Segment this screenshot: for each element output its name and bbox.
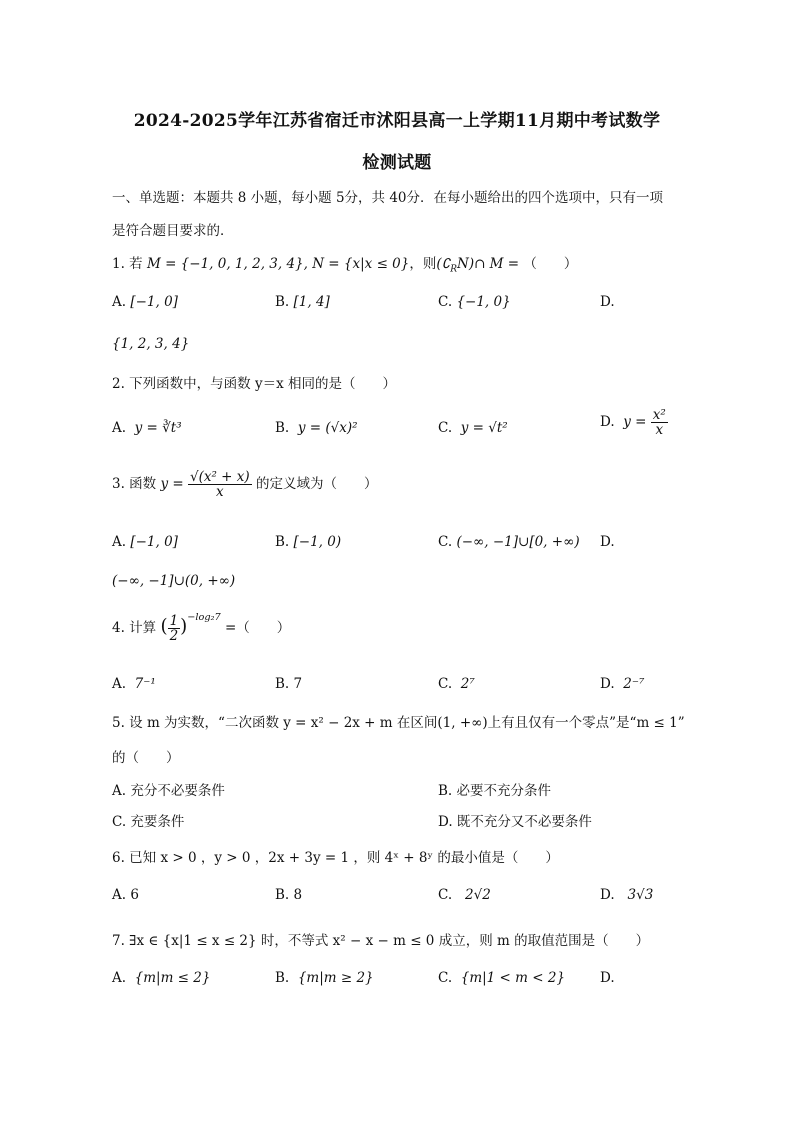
q3-fraction: $\frac{\text{√(x² + x)}}{x}$ <box>190 469 250 501</box>
question-7-stem: 7. ∃x ∈ {x|1 ≤ x ≤ 2} 时，不等式 x² − x − m ≤ 0 成立，则 m 的取值范围是（ ） <box>112 933 650 949</box>
q1-option-d-label: D. <box>600 294 615 310</box>
q1-option-a: A. [−1, 0] <box>112 294 178 310</box>
question-5-stem-line2: 的（ ） <box>112 750 180 766</box>
q3-option-a: A. [−1, 0] <box>112 534 178 550</box>
q1-number: 1. 若 <box>112 256 143 272</box>
q7-option-a: A. {m|m ≤ 2} <box>112 970 211 986</box>
q4-option-c: C. 2⁷ <box>438 676 475 692</box>
q2-option-d: D. y = $\frac{\text{x²}}{x}$ <box>600 407 666 439</box>
q2-d-fraction: $\frac{\text{x²}}{x}$ <box>652 407 666 439</box>
question-1-stem <box>112 252 577 275</box>
q1-option-b: B. [1, 4] <box>275 294 330 310</box>
q1-option-c: C. {−1, 0} <box>438 294 511 310</box>
q7-option-b: B. {m|m ≥ 2} <box>275 970 374 986</box>
q6-option-b: B. 8 <box>275 887 303 903</box>
q3-option-d-value: (−∞, −1]∪(0, +∞) <box>112 573 236 589</box>
q6-option-d: D. 3√3 <box>600 887 654 903</box>
q2-option-b: B. y = (√x)² <box>275 420 358 436</box>
q4-exponent: −log₂7 <box>187 611 221 623</box>
question-5-stem-line1: 5. 设 m 为实数，“二次函数 y = x² − 2x + m 在区间(1, +∞)上有且仅有一个零点”是“m ≤ 1” <box>112 715 685 731</box>
q2-option-c: C. y = √t² <box>438 420 508 436</box>
q2-option-a: A. y = ∛t³ <box>112 420 182 436</box>
section-instructions-line1: 一、单选题：本题共 8 小题，每小题 5分，共 40分．在每小题给出的四个选项中，只有一项 <box>112 190 664 206</box>
q4-option-d: D. 2⁻⁷ <box>600 676 645 692</box>
q6-option-c: C. 2√2 <box>438 887 491 903</box>
q6-option-a: A. 6 <box>112 887 139 903</box>
section-instructions-line2: 是符合题目要求的． <box>112 223 234 239</box>
q7-option-c: C. {m|1 < m < 2} <box>438 970 566 986</box>
doc-title-line2: 检测试题 <box>362 153 432 173</box>
q3-option-c: C. (−∞, −1]∪[0, +∞) <box>438 534 580 550</box>
q7-option-d-label: D. <box>600 970 615 986</box>
q1-mid: ，则 <box>409 256 437 272</box>
question-6-stem: 6. 已知 x > 0 ，y > 0 ，2x + 3y = 1 ，则 4ˣ + 8ʸ 的最小值是（ ） <box>112 850 559 866</box>
q4-option-a: A. 7⁻¹ <box>112 676 156 692</box>
q5-option-d: D. 既不充分又不必要条件 <box>438 814 592 830</box>
q5-option-a: A. 充分不必要条件 <box>112 783 225 799</box>
q4-option-b: B. 7 <box>275 676 303 692</box>
q1-paren: （ ） <box>523 256 578 272</box>
q1-expr: $(∁_RN)\cap$ M = <box>436 256 520 275</box>
question-2-stem: 2. 下列函数中，与函数 y＝x 相同的是（ ） <box>112 376 396 392</box>
q3-option-d-label: D. <box>600 534 615 550</box>
q3-option-b: B. [−1, 0) <box>275 534 342 550</box>
doc-title-line1: 2024-2025学年江苏省宿迁市沭阳县高一上学期11月期中考试数学 <box>133 111 661 131</box>
q4-base-fraction: $\frac{1}{2}$ <box>169 613 179 645</box>
q5-option-b: B. 必要不充分条件 <box>438 783 552 799</box>
q1-sets: M = {−1, 0, 1, 2, 3, 4}, N = {x|x ≤ 0} <box>146 256 410 272</box>
question-4-stem: 4. 计算 ( $\frac{1}{2}$ )$^{-log_27}$ =（ ） <box>112 611 291 645</box>
question-3-stem: 3. 函数 y = $\frac{\text{√(x² + x)}}{x}$ 的定义域为（ ） <box>112 469 378 501</box>
q1-option-d-value: {1, 2, 3, 4} <box>112 336 190 352</box>
q5-option-c: C. 充要条件 <box>112 814 185 830</box>
